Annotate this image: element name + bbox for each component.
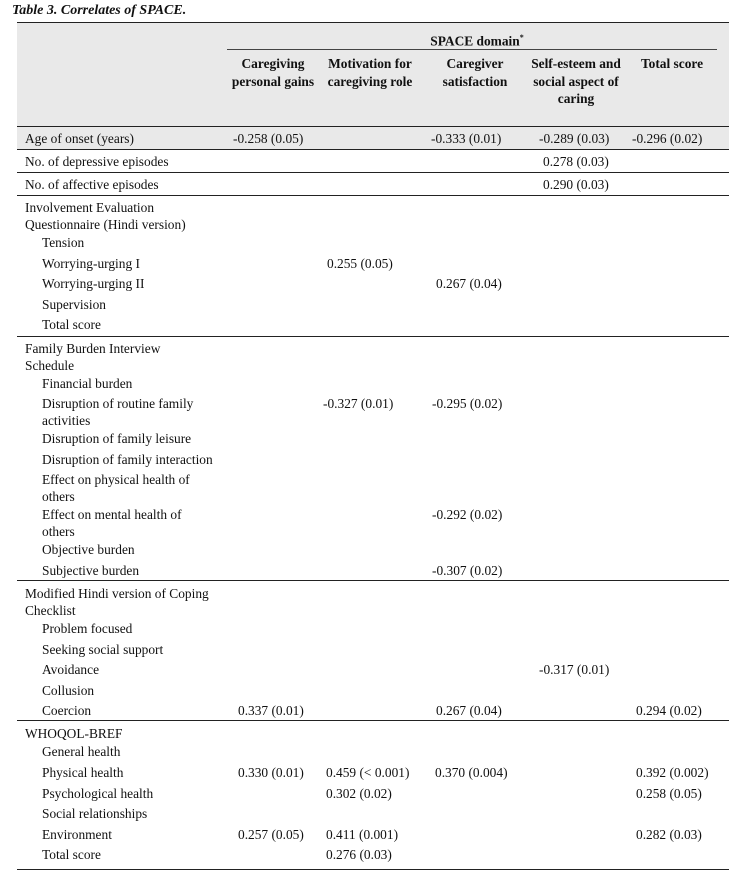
cell-satisfaction: -0.307 (0.02): [432, 563, 503, 578]
domain-group-title: [377, 29, 577, 50]
cell-total-score: 0.282 (0.03): [636, 827, 702, 842]
row-label: Coercion: [42, 703, 92, 718]
row-label: Collusion: [42, 683, 95, 698]
section-rule: [17, 720, 729, 721]
cell-satisfaction: 0.267 (0.04): [436, 703, 502, 718]
cell-satisfaction: -0.295 (0.02): [432, 396, 503, 411]
col-header-total-score: Total score: [640, 56, 704, 71]
cell-self-esteem: 0.290 (0.03): [543, 177, 609, 192]
section-title: WHOQOL-BREF: [25, 726, 123, 741]
header-bottom-rule: [17, 126, 729, 127]
row-label: Avoidance: [42, 662, 100, 677]
cell-personal-gains: 0.330 (0.01): [238, 765, 304, 780]
row-label: Effect on physical health of others: [42, 472, 190, 504]
cell-total-score: -0.296 (0.02): [632, 131, 703, 146]
row-label: Worrying-urging I: [42, 256, 140, 271]
section-title: Modified Hindi version of Coping Checklist: [25, 586, 209, 618]
domain-group-label: SPACE domain: [430, 33, 520, 49]
row-label: Problem focused: [42, 621, 133, 636]
row-label: Effect on mental health of others: [42, 507, 182, 539]
row-label: Disruption of routine family activities: [42, 396, 194, 428]
cell-motivation: 0.411 (0.001): [326, 827, 399, 842]
cell-satisfaction: 0.370 (0.004): [435, 765, 508, 780]
col-header-self-esteem: Self-esteem and social aspect of caring: [531, 56, 621, 106]
col-header-satisfaction: Caregiver satisfaction: [442, 56, 508, 89]
row-label: Disruption of family leisure: [42, 431, 192, 446]
row-label: Disruption of family interaction: [42, 452, 213, 467]
row-rule: [17, 195, 729, 196]
cell-total-score: 0.294 (0.02): [636, 703, 702, 718]
cell-total-score: 0.258 (0.05): [636, 786, 702, 801]
row-label: Environment: [42, 827, 112, 842]
cell-satisfaction: 0.267 (0.04): [436, 276, 502, 291]
row-label: No. of affective episodes: [25, 177, 159, 192]
row-label: Age of onset (years): [25, 131, 134, 146]
row-rule: [17, 172, 729, 173]
table-caption: [12, 3, 186, 19]
row-label: Total score: [42, 317, 101, 332]
section-title: Involvement Evaluation Questionnaire (Hindi version): [25, 200, 186, 232]
row-label: Social relationships: [42, 806, 148, 821]
row-label: Seeking social support: [42, 642, 164, 657]
cell-total-score: 0.392 (0.002): [636, 765, 709, 780]
section-title: Family Burden Interview Schedule: [25, 341, 161, 373]
cell-personal-gains: -0.258 (0.05): [233, 131, 304, 146]
cell-self-esteem: -0.289 (0.03): [539, 131, 610, 146]
bottom-rule: [17, 869, 729, 870]
top-rule: [17, 22, 729, 23]
cell-self-esteem: 0.278 (0.03): [543, 154, 609, 169]
row-rule: [17, 149, 729, 150]
cell-motivation: 0.302 (0.02): [326, 786, 392, 801]
row-label: Total score: [42, 847, 101, 862]
cell-motivation: 0.276 (0.03): [326, 847, 392, 862]
cell-motivation: 0.459 (< 0.001): [326, 765, 410, 780]
cell-motivation: -0.327 (0.01): [323, 396, 394, 411]
row-label: Supervision: [42, 297, 106, 312]
correlates-table: [17, 22, 729, 870]
row-label: Tension: [42, 235, 85, 250]
row-label: Subjective burden: [42, 563, 140, 578]
cell-personal-gains: 0.337 (0.01): [238, 703, 304, 718]
caption-emphasis: SPACE: [139, 3, 183, 18]
footnote-marker: *: [519, 33, 524, 42]
row-label: Psychological health: [42, 786, 154, 801]
row-label: General health: [42, 744, 121, 759]
col-header-personal-gains: Caregiving personal gains: [231, 56, 315, 89]
cell-self-esteem: -0.317 (0.01): [539, 662, 610, 677]
section-rule: [17, 336, 729, 337]
cell-motivation: 0.255 (0.05): [327, 256, 393, 271]
section-rule: [17, 580, 729, 581]
caption-prefix: Table 3. Correlates of: [12, 3, 140, 18]
row-label: Physical health: [42, 765, 124, 780]
row-label: Objective burden: [42, 542, 135, 557]
cell-satisfaction: -0.292 (0.02): [432, 507, 503, 522]
caption-suffix: .: [182, 3, 187, 18]
col-header-motivation: Motivation for caregiving role: [327, 56, 413, 89]
row-label: Worrying-urging II: [42, 276, 145, 291]
cell-personal-gains: 0.257 (0.05): [238, 827, 304, 842]
cell-satisfaction: -0.333 (0.01): [431, 131, 502, 146]
row-label: Financial burden: [42, 376, 133, 391]
row-label: No. of depressive episodes: [25, 154, 169, 169]
